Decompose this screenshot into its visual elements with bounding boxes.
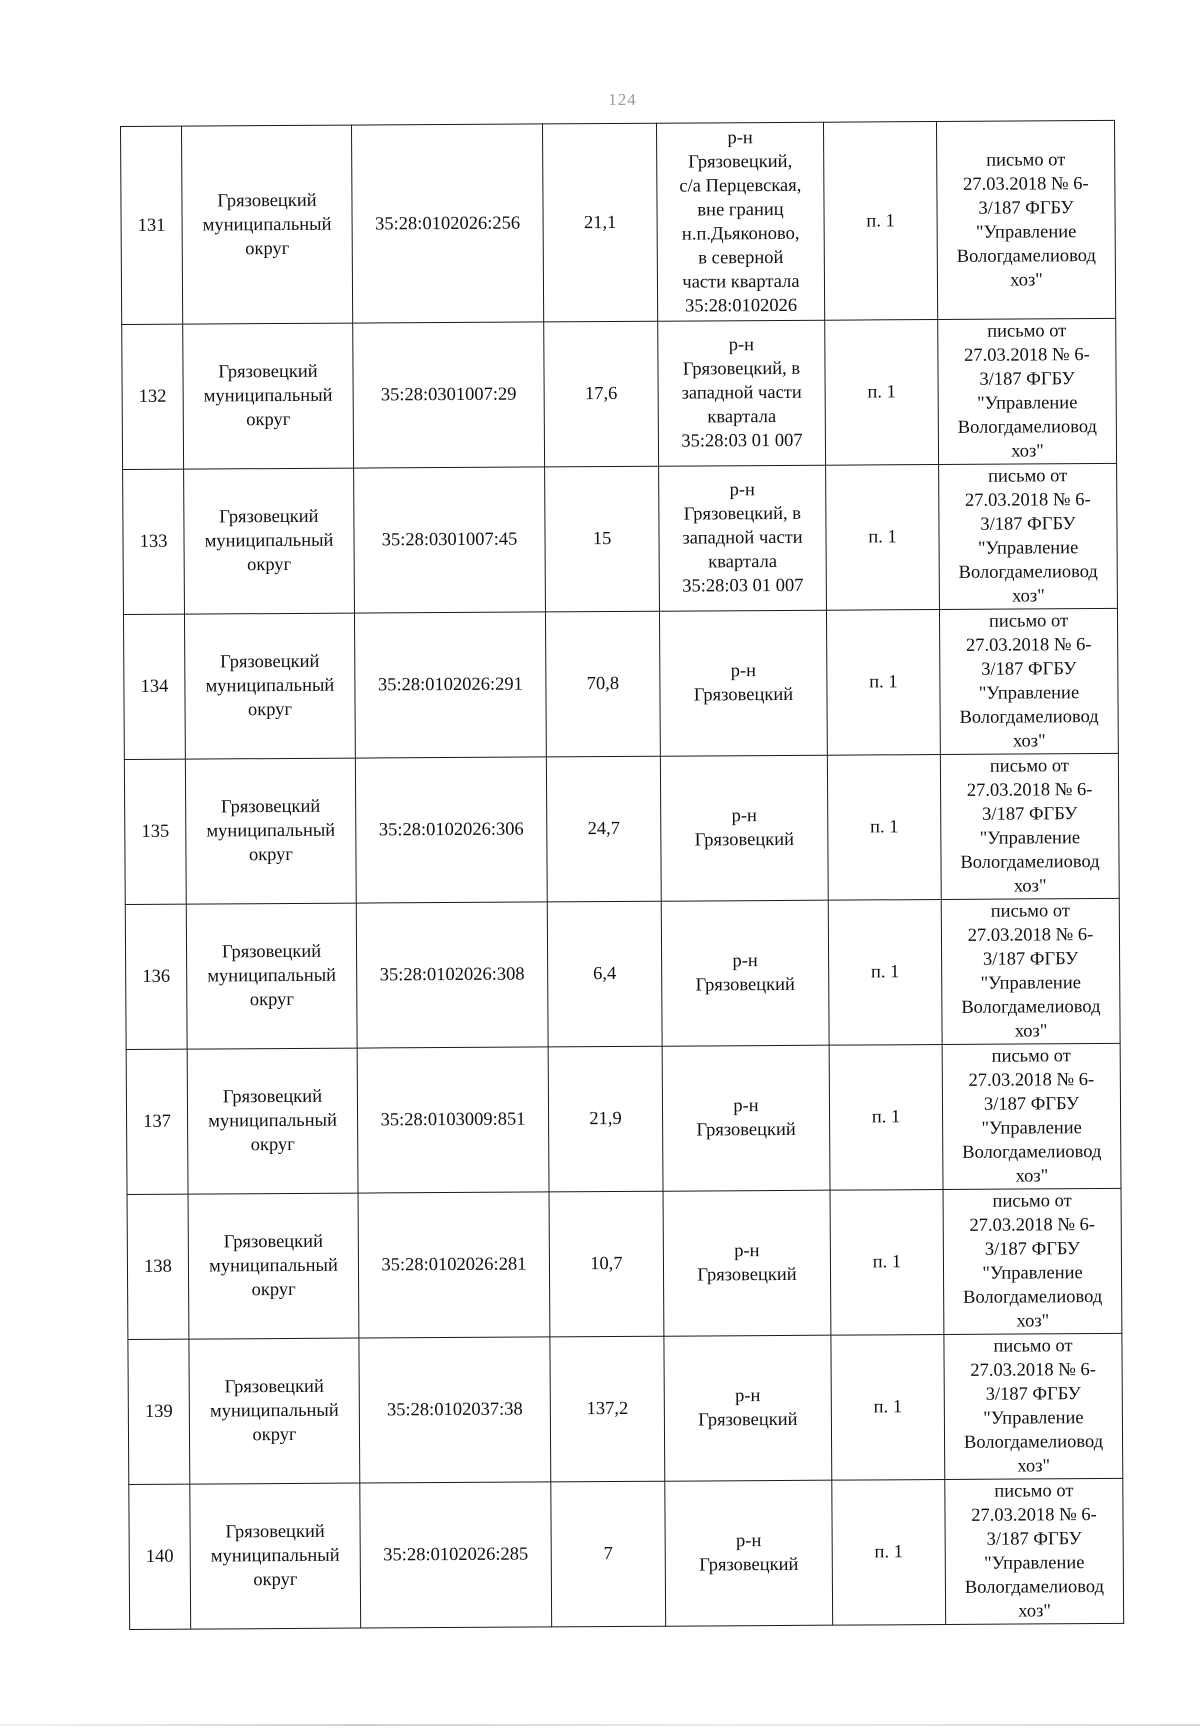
location-cell bbox=[659, 610, 827, 756]
point-cell-text: п. 1 bbox=[874, 1542, 903, 1563]
basis-document-cell-text: письмо от 27.03.2018 № 6- 3/187 ФГБУ "Управление Вологдамелиовод хоз" bbox=[961, 901, 1101, 1042]
basis-document-cell-text: письмо от 27.03.2018 № 6- 3/187 ФГБУ "Управление Вологдамелиовод хоз" bbox=[957, 321, 1097, 462]
location-cell bbox=[665, 1480, 833, 1626]
point-cell bbox=[830, 1189, 944, 1335]
basis-document-cell-text: письмо от 27.03.2018 № 6- 3/187 ФГБУ "Управление Вологдамелиовод хоз" bbox=[959, 611, 1099, 752]
land-plots-table bbox=[120, 120, 1124, 1630]
row-number-cell-text: 139 bbox=[144, 1401, 173, 1422]
cadastral-number-cell-text: 35:28:0102026:308 bbox=[379, 964, 525, 986]
basis-document-cell bbox=[939, 463, 1118, 609]
basis-document-cell bbox=[940, 753, 1119, 899]
area-cell-text: 21,9 bbox=[589, 1108, 622, 1130]
cadastral-number-cell-text: 35:28:0301007:45 bbox=[381, 529, 518, 551]
location-cell bbox=[658, 320, 826, 466]
row-number-cell-text: 140 bbox=[145, 1546, 174, 1567]
cadastral-number-cell bbox=[351, 124, 543, 323]
location-cell bbox=[661, 900, 829, 1046]
table-row bbox=[128, 1333, 1123, 1484]
basis-document-cell-text: письмо от 27.03.2018 № 6- 3/187 ФГБУ "Управление Вологдамелиовод хоз" bbox=[964, 1481, 1105, 1622]
area-cell-text: 17,6 bbox=[584, 383, 618, 405]
row-number-cell-text: 133 bbox=[139, 531, 168, 552]
location-cell-text: р-н Грязовецкий, с/а Перцевская, вне границ н.п.Дьяконово, в северной части квартала 35:28:0102026 bbox=[679, 127, 802, 317]
municipality-cell-text: Грязовецкий муниципальный округ bbox=[204, 506, 334, 576]
row-number-cell-text: 132 bbox=[138, 386, 167, 407]
location-cell bbox=[659, 465, 827, 611]
row-number-cell bbox=[125, 904, 187, 1049]
area-cell-text: 137,2 bbox=[586, 1398, 629, 1420]
cadastral-number-cell bbox=[359, 1337, 551, 1483]
point-cell bbox=[828, 899, 942, 1045]
cadastral-number-cell-text: 35:28:0102037:38 bbox=[386, 1399, 523, 1421]
table-row bbox=[125, 898, 1120, 1049]
basis-document-cell bbox=[942, 1043, 1121, 1189]
row-number-cell bbox=[123, 469, 185, 614]
table-row bbox=[123, 463, 1118, 614]
point-cell-text: п. 1 bbox=[869, 672, 898, 693]
basis-document-cell bbox=[941, 898, 1120, 1044]
point-cell bbox=[827, 755, 941, 901]
cadastral-number-cell bbox=[355, 757, 547, 903]
area-cell bbox=[551, 1481, 666, 1627]
cadastral-number-cell-text: 35:28:0301007:29 bbox=[380, 384, 517, 406]
point-cell-text: п. 1 bbox=[872, 1252, 902, 1273]
municipality-cell bbox=[186, 903, 357, 1049]
table-row bbox=[126, 1043, 1121, 1194]
cadastral-number-cell-text: 35:28:0102026:306 bbox=[378, 819, 524, 841]
point-cell-text: п. 1 bbox=[868, 527, 897, 548]
area-cell-text: 10,7 bbox=[590, 1253, 623, 1275]
cadastral-number-cell-text: 35:28:0103009:851 bbox=[380, 1109, 526, 1131]
location-cell bbox=[664, 1335, 832, 1481]
municipality-cell bbox=[185, 758, 356, 904]
area-cell bbox=[544, 321, 659, 467]
location-cell-text: р-н Грязовецкий bbox=[693, 661, 794, 706]
area-cell bbox=[549, 1191, 664, 1337]
municipality-cell-text: Грязовецкий муниципальный округ bbox=[209, 1231, 338, 1301]
municipality-cell bbox=[189, 1338, 360, 1484]
cadastral-number-cell bbox=[357, 1047, 549, 1193]
location-cell bbox=[660, 755, 828, 901]
point-cell bbox=[826, 610, 940, 756]
location-cell-text: р-н Грязовецкий, в западной части квартала 35:28:03 01 007 bbox=[682, 480, 804, 597]
table-row bbox=[124, 753, 1119, 904]
row-number-cell-text: 134 bbox=[140, 676, 169, 697]
municipality-cell-text: Грязовецкий муниципальный округ bbox=[206, 796, 336, 866]
basis-document-cell-text: письмо от 27.03.2018 № 6- 3/187 ФГБУ "Управление Вологдамелиовод хоз" bbox=[958, 466, 1098, 607]
row-number-cell bbox=[122, 324, 184, 469]
row-number-cell bbox=[129, 1484, 191, 1629]
point-cell-text: п. 1 bbox=[867, 382, 896, 403]
area-cell bbox=[545, 466, 660, 612]
row-number-cell bbox=[124, 759, 186, 904]
point-cell bbox=[823, 122, 937, 321]
cadastral-number-cell bbox=[354, 612, 546, 758]
municipality-cell-text: Грязовецкий муниципальный округ bbox=[209, 1376, 339, 1446]
cadastral-number-cell bbox=[356, 902, 548, 1048]
point-cell bbox=[829, 1044, 943, 1190]
area-cell bbox=[547, 901, 662, 1047]
location-cell bbox=[656, 122, 824, 321]
basis-document-cell bbox=[939, 608, 1118, 754]
area-cell-text: 6,4 bbox=[593, 963, 617, 985]
row-number-cell-text: 138 bbox=[144, 1256, 172, 1277]
cadastral-number-cell-text: 35:28:0102026:256 bbox=[375, 213, 521, 234]
cadastral-number-cell-text: 35:28:0102026:281 bbox=[381, 1254, 527, 1276]
municipality-cell-text: Грязовецкий муниципальный округ bbox=[202, 190, 332, 259]
row-number-cell-text: 137 bbox=[143, 1111, 172, 1132]
municipality-cell-text: Грязовецкий муниципальный округ bbox=[205, 651, 335, 721]
municipality-cell-text: Грязовецкий муниципальный округ bbox=[203, 361, 333, 431]
table-row bbox=[122, 318, 1117, 469]
table-body bbox=[121, 120, 1124, 1629]
basis-document-cell bbox=[938, 318, 1117, 464]
location-cell-text: р-н Грязовецкий bbox=[697, 1241, 797, 1286]
point-cell bbox=[826, 465, 940, 611]
row-number-cell bbox=[121, 126, 183, 324]
table-row bbox=[121, 120, 1116, 324]
point-cell-text: п. 1 bbox=[870, 817, 899, 838]
basis-document-cell bbox=[943, 1188, 1122, 1334]
row-number-cell bbox=[126, 1049, 188, 1194]
area-cell-text: 15 bbox=[592, 529, 612, 550]
basis-document-cell-text: письмо от 27.03.2018 № 6- 3/187 ФГБУ "Управление Вологдамелиовод хоз" bbox=[963, 1336, 1104, 1477]
basis-document-cell bbox=[945, 1478, 1124, 1624]
location-cell-text: р-н Грязовецкий bbox=[698, 1386, 798, 1431]
location-cell-text: р-н Грязовецкий bbox=[695, 951, 795, 996]
point-cell bbox=[832, 1479, 946, 1625]
municipality-cell bbox=[182, 125, 353, 324]
cadastral-number-cell bbox=[354, 467, 546, 613]
municipality-cell bbox=[184, 468, 355, 614]
table-row bbox=[129, 1478, 1124, 1629]
area-cell bbox=[545, 611, 660, 757]
page-number: 124 bbox=[608, 90, 637, 109]
area-cell-text: 7 bbox=[603, 1544, 613, 1565]
row-number-cell bbox=[127, 1194, 189, 1339]
location-cell-text: р-н Грязовецкий bbox=[696, 1096, 796, 1141]
basis-document-cell bbox=[936, 120, 1115, 319]
point-cell-text: п. 1 bbox=[871, 1107, 901, 1128]
table-row bbox=[127, 1188, 1122, 1339]
area-cell-text: 70,8 bbox=[586, 673, 620, 695]
municipality-cell bbox=[188, 1193, 359, 1339]
area-cell bbox=[548, 1046, 663, 1192]
row-number-cell-text: 131 bbox=[137, 215, 166, 236]
municipality-cell bbox=[183, 323, 354, 469]
area-cell bbox=[546, 756, 661, 902]
basis-document-cell bbox=[944, 1333, 1123, 1479]
row-number-cell-text: 135 bbox=[141, 821, 170, 842]
row-number-cell bbox=[128, 1339, 190, 1484]
location-cell bbox=[663, 1190, 831, 1336]
scan-edge-line bbox=[0, 1724, 1200, 1726]
location-cell-text: р-н Грязовецкий bbox=[694, 806, 795, 851]
point-cell-text: п. 1 bbox=[870, 962, 900, 983]
cadastral-number-cell bbox=[353, 322, 545, 468]
basis-document-cell-text: письмо от 27.03.2018 № 6- 3/187 ФГБУ "Управление Вологдамелиовод хоз" bbox=[963, 1191, 1103, 1332]
basis-document-cell-text: письмо от 27.03.2018 № 6- 3/187 ФГБУ "Управление Вологдамелиовод хоз" bbox=[956, 149, 1096, 291]
cadastral-number-cell bbox=[360, 1482, 552, 1628]
area-cell bbox=[550, 1336, 665, 1482]
municipality-cell bbox=[190, 1483, 361, 1629]
area-cell bbox=[542, 123, 657, 322]
point-cell bbox=[825, 320, 939, 466]
table-row bbox=[123, 608, 1118, 759]
point-cell bbox=[831, 1334, 945, 1480]
area-cell-text: 21,1 bbox=[583, 212, 617, 233]
row-number-cell bbox=[123, 614, 185, 759]
cadastral-number-cell-text: 35:28:0102026:291 bbox=[377, 674, 523, 696]
location-cell-text: р-н Грязовецкий, в западной части квартала 35:28:03 01 007 bbox=[681, 335, 803, 452]
cadastral-number-cell-text: 35:28:0102026:285 bbox=[383, 1544, 529, 1566]
basis-document-cell-text: письмо от 27.03.2018 № 6- 3/187 ФГБУ "Управление Вологдамелиовод хоз" bbox=[962, 1046, 1102, 1187]
municipality-cell-text: Грязовецкий муниципальный округ bbox=[210, 1521, 340, 1591]
basis-document-cell-text: письмо от 27.03.2018 № 6- 3/187 ФГБУ "Управление Вологдамелиовод хоз" bbox=[960, 756, 1100, 897]
municipality-cell bbox=[187, 1048, 358, 1194]
area-cell-text: 24,7 bbox=[587, 818, 621, 840]
location-cell-text: р-н Грязовецкий bbox=[699, 1531, 799, 1576]
row-number-cell-text: 136 bbox=[142, 966, 171, 987]
location-cell bbox=[662, 1045, 830, 1191]
municipality-cell-text: Грязовецкий муниципальный округ bbox=[208, 1086, 338, 1156]
cadastral-number-cell bbox=[358, 1192, 550, 1338]
municipality-cell bbox=[184, 613, 355, 759]
municipality-cell-text: Грязовецкий муниципальный округ bbox=[207, 941, 337, 1011]
point-cell-text: п. 1 bbox=[873, 1397, 903, 1418]
point-cell-text: п. 1 bbox=[866, 210, 895, 231]
